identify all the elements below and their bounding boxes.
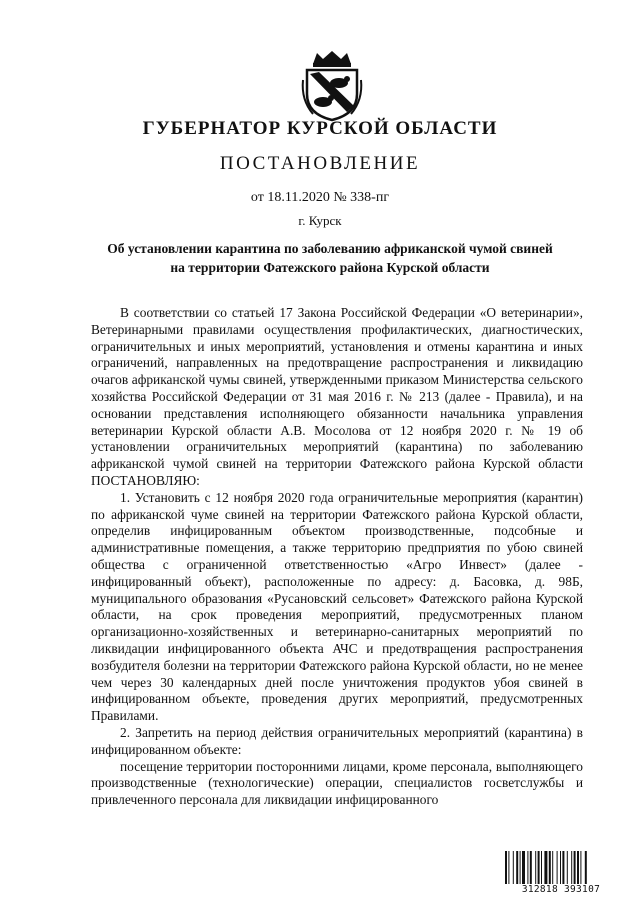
barcode-bar	[522, 851, 525, 885]
barcode-bar	[552, 851, 553, 885]
barcode-bar	[516, 851, 518, 885]
barcode-bar	[541, 851, 542, 885]
date-number: от 18.11.2020 № 338-пг	[250, 190, 390, 205]
barcode-bar	[538, 851, 540, 885]
clause-1: 1. Установить с 12 ноября 2020 года ограничительные мероприятия (карантин) по африканской чуме свиней на территории Фатежского района Курской области, определив инфицированным объектом производственные, подсобные и административные помещения, а также территорию предприятия по убою свиней общества с ограниченной ответственностью «Агро Инвест» (далее - инфицированный объект), расположенные по адресу: д. Басовка, д. 98Б, муниципального образования «Русановский сельсовет» Фатежского района Курской области, на срок проведения мероприятий, предусмотренных планом организационно-хозяйственных и ветеринарно-санитарных мероприятий по ликвидации инфицированного объекта АЧС и предотвращения распространения возбудителя болезни на территории Фатежского района Курской области, но не менее чем через 30 календарных дней после уничтожения продуктов убоя свиней в инфицированном объекте, проведения других мероприятий, предусмотренных Правилами.	[91, 489, 583, 724]
barcode-bar	[577, 851, 579, 885]
barcode-number: 312818 393107	[503, 884, 619, 895]
barcode-bar	[557, 851, 558, 885]
barcode-bar	[508, 851, 509, 885]
barcode-bar	[530, 851, 532, 885]
barcode-bar	[544, 851, 547, 885]
coat-of-arms-icon	[299, 50, 365, 122]
barcode-bar	[535, 851, 536, 885]
barcode-bar	[560, 851, 561, 885]
barcode-bar	[520, 851, 521, 885]
preamble-paragraph: В соответствии со статьей 17 Закона Российской Федерации «О ветеринарии», Ветеринарными правилами осуществления профилактических, диагностических, ограничительных и иных мероприятий, установления и отмены карантина и иных ограничений, направленных на предотвращение распространения и ликвидацию очагов африканской чумы свиней, утвержденными приказом Министерства сельского хозяйства Российской Федерации от 31 мая 2016 г. № 213 (далее - Правила), и на основании представления исполняющего обязанности начальника управления ветеринарии Курской области А.В. Мосолова от 12 ноября 2020 г. № 19 об установлении ограничительных мероприятий (карантина) по заболеванию африканской чумой свиней на территории Фатежского района Курской области ПОСТАНОВЛЯЮ:	[91, 305, 583, 488]
document-type: ПОСТАНОВЛЕНИЕ	[219, 153, 421, 174]
barcode-bar	[580, 851, 581, 885]
clause-2-item: посещение территории посторонними лицами, кроме персонала, выполняющего производственные (технологические) операции, специалистов госветслужбы и привлеченного персонала для ликвидации инфицированного	[91, 758, 583, 808]
barcode-bar	[505, 851, 507, 885]
barcode-bar	[571, 851, 572, 885]
barcode-bar	[574, 851, 576, 885]
title-line-1: Об установлении карантина по заболеванию африканской чумой свиней	[107, 241, 553, 256]
barcode-bar	[549, 851, 551, 885]
city: г. Курск	[298, 213, 342, 228]
barcode-bar	[585, 851, 587, 885]
barcode-bar	[527, 851, 528, 885]
document-body	[91, 305, 583, 809]
barcode-bar	[513, 851, 514, 885]
barcode-bar	[567, 851, 568, 885]
barcode	[503, 851, 619, 895]
issuer-heading: ГУБЕРНАТОР КУРСКОЙ ОБЛАСТИ	[142, 118, 498, 139]
clause-2: 2. Запретить на период действия ограничительных мероприятий (карантина) в инфицированном объекте:	[91, 724, 583, 757]
barcode-bar	[562, 851, 564, 885]
title-line-2: на территории Фатежского района Курской области	[170, 260, 490, 275]
barcode-bars	[503, 851, 619, 885]
document-title	[60, 239, 600, 277]
